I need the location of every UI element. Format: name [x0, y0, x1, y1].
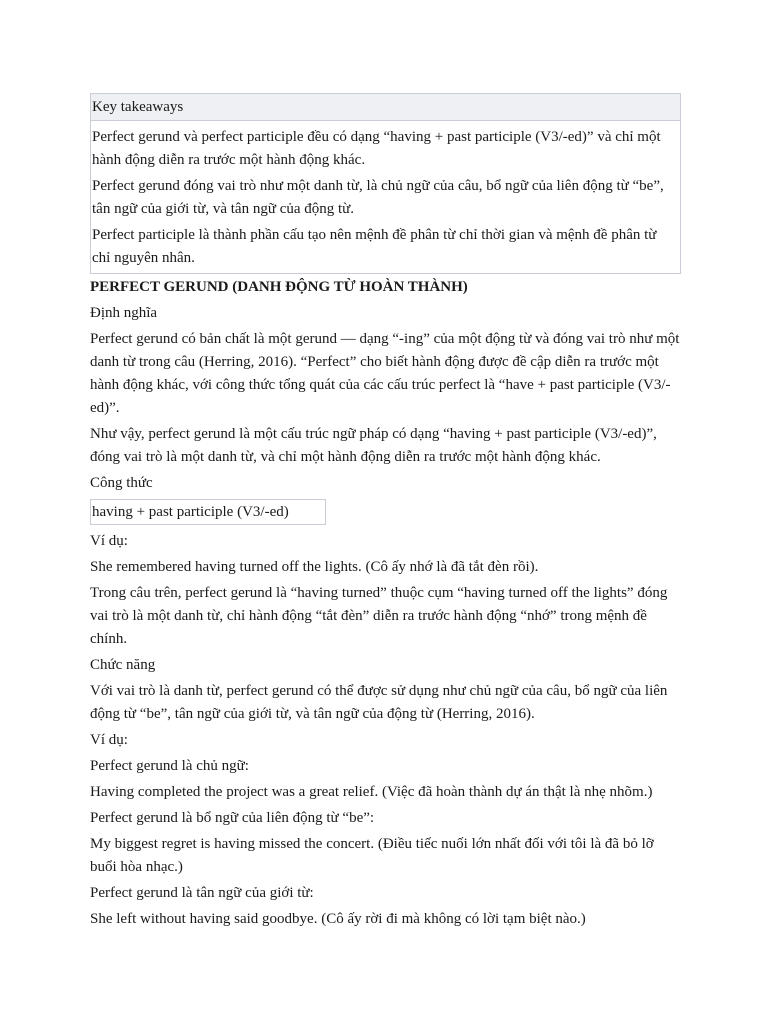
takeaway-item: Perfect participle là thành phần cấu tạo nên mệnh đề phân từ chỉ thời gian và mệnh đề phân từ chỉ nguyên nhân. [92, 227, 657, 266]
takeaway-item: Perfect gerund đóng vai trò như một danh từ, là chủ ngữ của câu, bổ ngữ của liên động từ “be”, tân ngữ của giới từ, và tân ngữ của động từ. [92, 178, 664, 217]
example-label: Ví dụ: [90, 533, 128, 549]
document-content [90, 93, 682, 934]
definition-label: Định nghĩa [90, 305, 158, 321]
definition-paragraph-2: Như vậy, perfect gerund là một cấu trúc ngữ pháp có dạng “having + past participle (V3/-ed)”, đóng vai trò là một danh từ, và chỉ một hành động diễn ra trước một hành động khác. [90, 426, 657, 465]
example-sentence: She remembered having turned off the lights. (Cô ấy nhớ là đã tắt đèn rồi). [90, 559, 539, 575]
object-preposition-example: She left without having said goodbye. (Cô ấy rời đi mà không có lời tạm biệt nào.) [90, 911, 586, 927]
subject-example: Having completed the project was a great relief. (Việc đã hoàn thành dự án thật là nhẹ nhõm.) [90, 784, 653, 800]
key-takeaways-title: Key takeaways [91, 94, 680, 121]
section-heading: PERFECT GERUND (DANH ĐỘNG TỪ HOÀN THÀNH) [90, 279, 468, 295]
takeaway-item: Perfect gerund và perfect participle đều có dạng “having + past participle (V3/-ed)” và chỉ một hành động diễn ra trước một hành động khác. [92, 129, 661, 168]
formula-label: Công thức [90, 475, 153, 491]
complement-label: Perfect gerund là bổ ngữ của liên động từ “be”: [90, 810, 375, 826]
function-label: Chức năng [90, 657, 156, 673]
key-takeaways-box [90, 93, 681, 274]
key-takeaways-body [91, 121, 680, 270]
example-label: Ví dụ: [90, 732, 128, 748]
formula-box: having + past participle (V3/-ed) [90, 499, 326, 525]
subject-label: Perfect gerund là chủ ngữ: [90, 758, 249, 774]
definition-paragraph-1: Perfect gerund có bản chất là một gerund — dạng “-ing” của một động từ và đóng vai trò như một danh từ trong câu (Herring, 2016). “Perfect” cho biết hành động được đề cập diễn ra trước một hành động khác, với công thức tổng quát của các cấu trúc perfect là “have + past participle (V3/-ed)”. [90, 331, 680, 416]
document-body [90, 276, 682, 931]
function-paragraph: Với vai trò là danh từ, perfect gerund có thể được sử dụng như chủ ngữ của câu, bổ ngữ của liên động từ “be”, tân ngữ của giới từ, và tân ngữ của động từ (Herring, 2016). [90, 683, 668, 722]
object-preposition-label: Perfect gerund là tân ngữ của giới từ: [90, 885, 314, 901]
complement-example: My biggest regret is having missed the concert. (Điều tiếc nuối lớn nhất đối với tôi là đã bỏ lỡ buổi hòa nhạc.) [90, 836, 654, 875]
example-explanation: Trong câu trên, perfect gerund là “having turned” thuộc cụm “having turned off the lights” đóng vai trò là một danh từ, chỉ hành động “tắt đèn” diễn ra trước hành động “nhớ” trong mệnh đề chính. [90, 585, 668, 647]
